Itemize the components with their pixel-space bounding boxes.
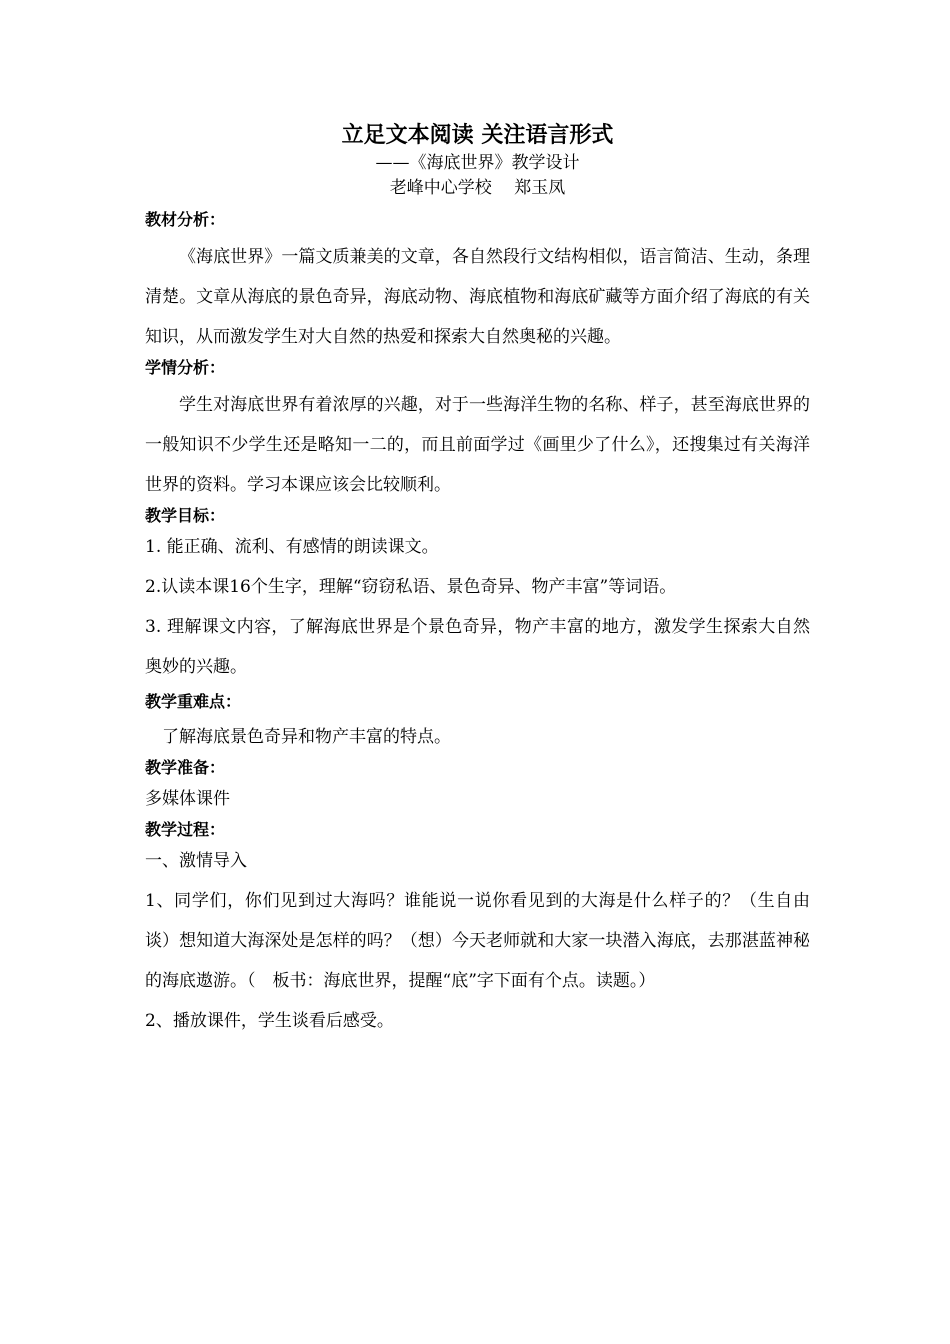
- student-text: 学生对海底世界有着浓厚的兴趣，对于一些海洋生物的名称、样子，甚至海底世界的一般知识不少学生还是略知一二的，而且前面学过《画里少了什么》，还搜集过有关海洋世界的资料。学习本课应该会比较顺利。: [145, 395, 810, 495]
- process-heading: 教学过程：: [145, 820, 226, 839]
- material-text: 《海底世界》一篇文质兼美的文章，各自然段行文结构相似，语言简洁、生动，条理清楚。文章从海底的景色奇异，海底动物、海底植物和海底矿藏等方面介绍了海底的有关知识，从而激发学生对大自然的热爱和探索大自然奥秘的兴趣。: [145, 247, 810, 347]
- process-step-2: 2、播放课件，学生谈看后感受。: [145, 1011, 394, 1031]
- key-heading: 教学重难点：: [145, 692, 242, 711]
- document-subtitle: ——《海底世界》教学设计: [375, 153, 580, 173]
- student-heading: 学情分析：: [145, 358, 226, 377]
- document-author: 老峰中心学校 郑玉凤: [389, 178, 566, 198]
- prep-text: 多媒体课件: [145, 789, 230, 809]
- goals-heading: 教学目标：: [145, 506, 226, 525]
- material-heading: 教材分析：: [145, 210, 226, 229]
- goal-item-1: 1. 能正确、流利、有感情的朗读课文。: [145, 537, 439, 557]
- prep-heading: 教学准备：: [145, 758, 226, 777]
- document-title: 立足文本阅读 关注语言形式: [341, 123, 614, 148]
- goal-item-2: 2.认读本课16个生字，理解“窃窃私语、景色奇异、物产丰富”等词语。: [145, 577, 677, 597]
- process-step-1: 1、同学们，你们见到过大海吗？谁能说一说你看见到的大海是什么样子的？（生自由谈）想知道大海深处是怎样的吗？（想）今天老师就和大家一块潜入海底，去那湛蓝神秘的海底遨游。（ 板书：海底世界，提醒“底”字下面有个点。读题。）: [145, 891, 810, 991]
- goal-item-3: 3. 理解课文内容，了解海底世界是个景色奇异，物产丰富的地方，激发学生探索大自然奥妙的兴趣。: [145, 617, 810, 677]
- key-text: 了解海底景色奇异和物产丰富的特点。: [162, 727, 451, 747]
- process-part-1: 一、激情导入: [145, 851, 247, 871]
- document-page: [145, 115, 810, 1041]
